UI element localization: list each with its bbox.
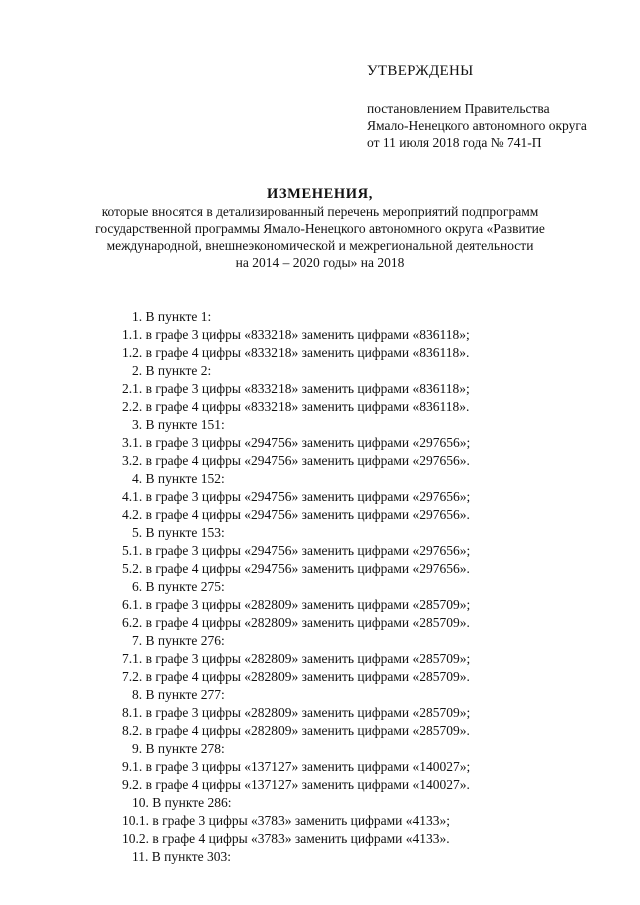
amendment-subitem: 7.1. в графе 3 цифры «282809» заменить цифрами «285709»; <box>122 651 471 666</box>
amendment-item: 1. В пункте 1: <box>132 309 212 324</box>
amendment-subitem: 3.2. в графе 4 цифры «294756» заменить цифрами «297656». <box>122 453 470 468</box>
amendment-list <box>122 308 470 866</box>
approval-stamp-title: УТВЕРЖДЕНЫ <box>367 63 474 79</box>
amendment-subitem: 2.2. в графе 4 цифры «833218» заменить цифрами «836118». <box>122 399 470 414</box>
title-line: международной, внешнеэкономической и межрегиональной деятельности <box>106 238 534 253</box>
amendment-subitem: 1.2. в графе 4 цифры «833218» заменить цифрами «836118». <box>122 345 470 360</box>
amendment-item: 4. В пункте 152: <box>132 471 225 486</box>
amendment-subitem: 10.2. в графе 4 цифры «3783» заменить цифрами «4133». <box>122 831 450 846</box>
amendment-subitem: 2.1. в графе 3 цифры «833218» заменить цифрами «836118»; <box>122 381 470 396</box>
amendment-item: 3. В пункте 151: <box>132 417 225 432</box>
amendment-subitem: 4.2. в графе 4 цифры «294756» заменить цифрами «297656». <box>122 507 470 522</box>
amendment-subitem: 3.1. в графе 3 цифры «294756» заменить цифрами «297656»; <box>122 435 471 450</box>
approval-reference <box>367 100 587 151</box>
amendment-item: 7. В пункте 276: <box>132 633 225 648</box>
amendment-item: 6. В пункте 275: <box>132 579 225 594</box>
amendment-subitem: 1.1. в графе 3 цифры «833218» заменить цифрами «836118»; <box>122 327 470 342</box>
amendment-subitem: 9.1. в графе 3 цифры «137127» заменить цифрами «140027»; <box>122 759 471 774</box>
approval-line: Ямало-Ненецкого автономного округа <box>367 118 587 133</box>
approval-line: постановлением Правительства <box>367 101 550 116</box>
amendment-subitem: 9.2. в графе 4 цифры «137127» заменить цифрами «140027». <box>122 777 470 792</box>
approval-line: от 11 июля 2018 года № 741-П <box>367 135 542 150</box>
amendment-subitem: 7.2. в графе 4 цифры «282809» заменить цифрами «285709». <box>122 669 470 684</box>
amendment-item: 10. В пункте 286: <box>132 795 232 810</box>
amendment-item: 2. В пункте 2: <box>132 363 212 378</box>
amendment-subitem: 5.1. в графе 3 цифры «294756» заменить цифрами «297656»; <box>122 543 471 558</box>
amendment-subitem: 8.2. в графе 4 цифры «282809» заменить цифрами «285709». <box>122 723 470 738</box>
amendment-subitem: 8.1. в графе 3 цифры «282809» заменить цифрами «285709»; <box>122 705 471 720</box>
amendment-subitem: 10.1. в графе 3 цифры «3783» заменить цифрами «4133»; <box>122 813 450 828</box>
amendment-subitem: 6.1. в графе 3 цифры «282809» заменить цифрами «285709»; <box>122 597 471 612</box>
title-line: которые вносятся в детализированный перечень мероприятий подпрограмм <box>101 204 539 219</box>
amendment-item: 8. В пункте 277: <box>132 687 225 702</box>
amendment-subitem: 4.1. в графе 3 цифры «294756» заменить цифрами «297656»; <box>122 489 471 504</box>
title-heading: ИЗМЕНЕНИЯ, <box>267 186 373 202</box>
amendment-item: 9. В пункте 278: <box>132 741 225 756</box>
document-title <box>80 186 560 271</box>
amendment-item: 5. В пункте 153: <box>132 525 225 540</box>
amendment-subitem: 5.2. в графе 4 цифры «294756» заменить цифрами «297656». <box>122 561 470 576</box>
title-line: государственной программы Ямало-Ненецкого автономного округа «Развитие <box>95 221 545 236</box>
title-line: на 2014 – 2020 годы» на 2018 <box>235 255 405 270</box>
amendment-subitem: 6.2. в графе 4 цифры «282809» заменить цифрами «285709». <box>122 615 470 630</box>
amendment-item: 11. В пункте 303: <box>132 849 231 864</box>
